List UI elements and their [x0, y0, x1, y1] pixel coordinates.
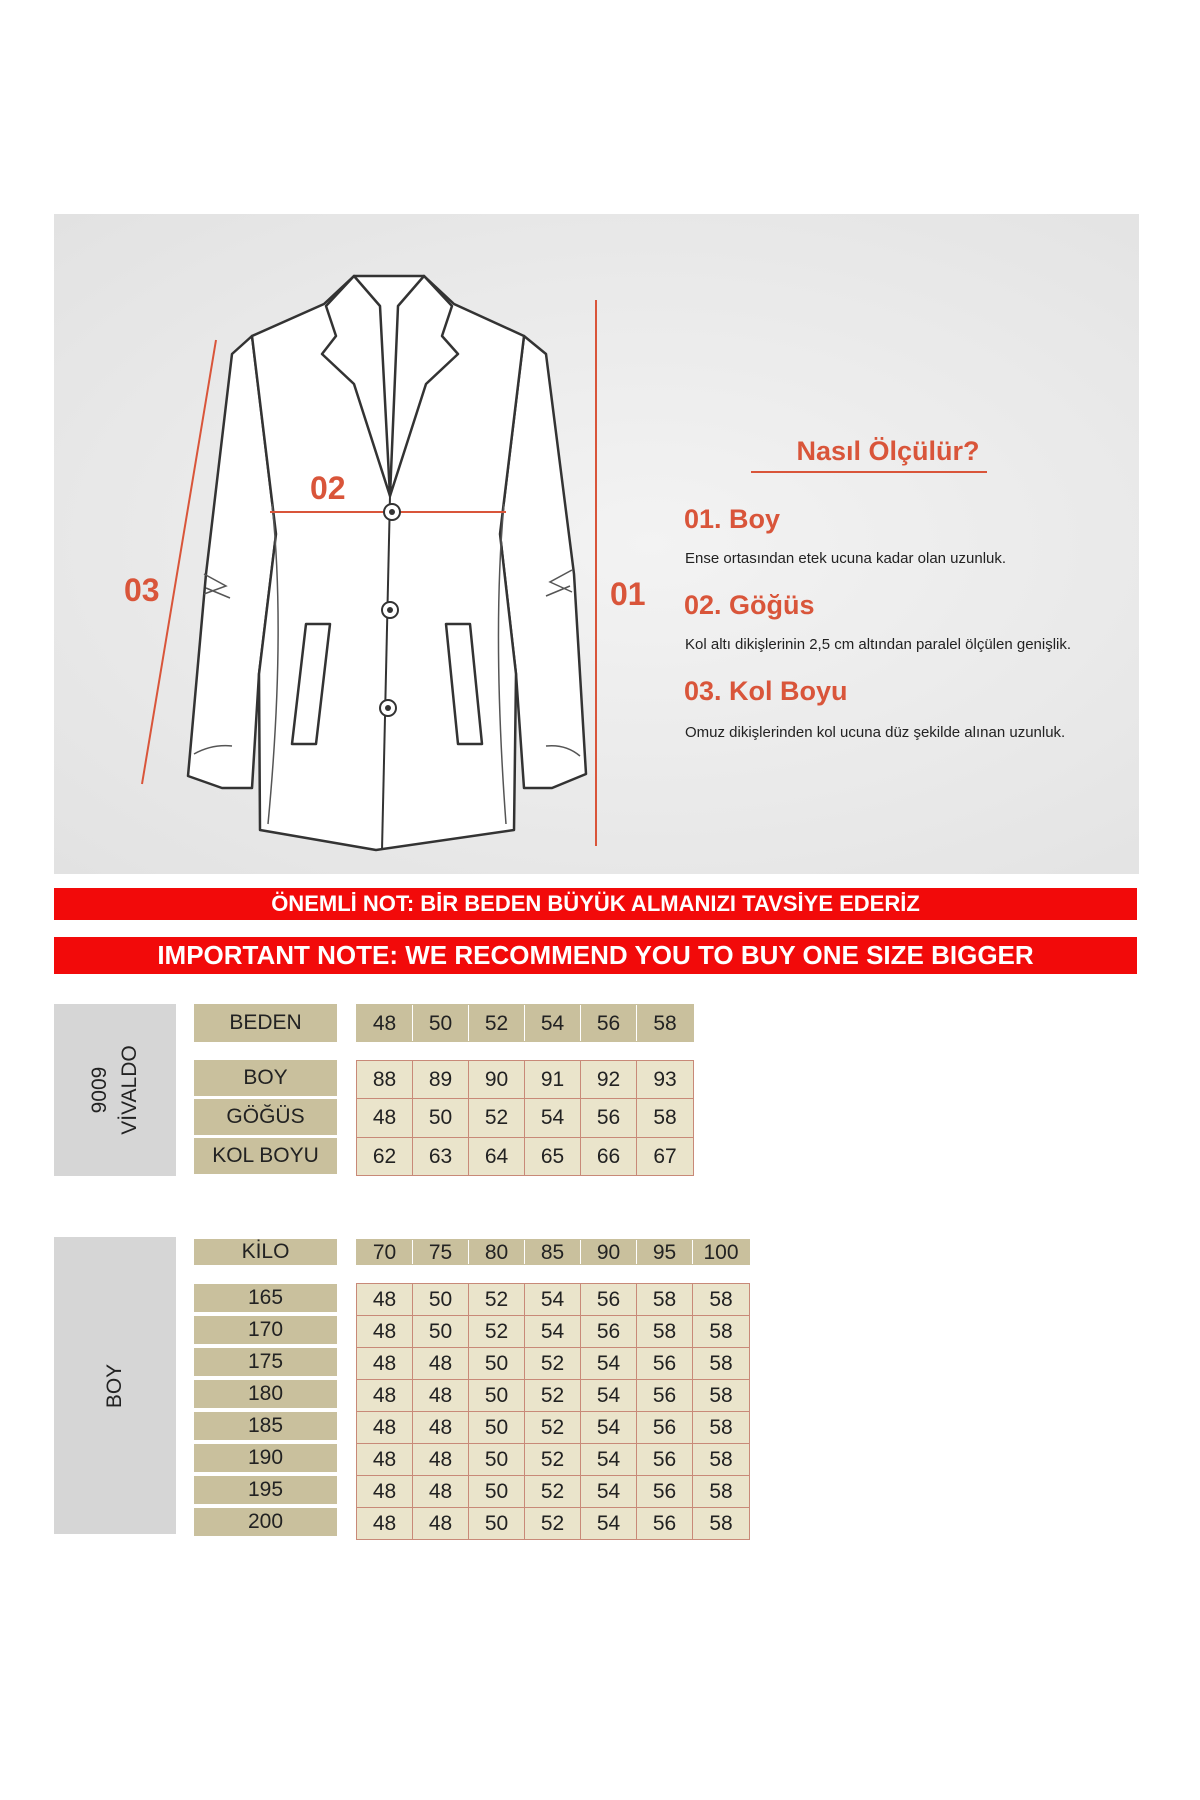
measurement-diagram — [54, 214, 1139, 874]
label-01: 01 — [610, 576, 646, 612]
fit-cell: 52 — [525, 1444, 581, 1475]
size-cell: 67 — [653, 1145, 677, 1168]
size-cell: 48 — [357, 1099, 413, 1137]
fit-cell: 48 — [413, 1412, 469, 1443]
fit-cell: 48 — [413, 1348, 469, 1379]
measure-desc-3: Omuz dikişlerinden kol ucuna düz şekilde alınan uzunluk. — [685, 724, 1066, 741]
size-header-cell: 54 — [525, 1005, 581, 1041]
height-axis-label: BOY — [103, 1363, 126, 1408]
model-code: 9009 — [88, 1066, 111, 1114]
fit-cell: 48 — [357, 1348, 413, 1379]
fit-cell: 48 — [357, 1444, 413, 1475]
size-cell: 66 — [581, 1138, 637, 1175]
fit-cell: 50 — [413, 1316, 469, 1347]
fit-cell: 50 — [413, 1284, 469, 1315]
fit-cell: 58 — [709, 1384, 733, 1407]
height-row-label: 200 — [194, 1508, 337, 1536]
fit-cell: 52 — [525, 1380, 581, 1411]
fit-cell: 54 — [581, 1444, 637, 1475]
fit-cell: 50 — [469, 1444, 525, 1475]
fit-row — [356, 1315, 750, 1348]
weight-header-cell: 80 — [469, 1240, 525, 1264]
fit-cell: 54 — [581, 1476, 637, 1507]
size-row — [356, 1060, 694, 1099]
size-cell: 89 — [413, 1061, 469, 1098]
fit-cell: 54 — [581, 1412, 637, 1443]
fit-cell: 58 — [637, 1284, 693, 1315]
fit-cell: 58 — [709, 1352, 733, 1375]
fit-cell: 54 — [581, 1380, 637, 1411]
size-header-cell: 48 — [357, 1005, 413, 1041]
weight-header-cell: 70 — [357, 1240, 413, 1264]
size-header-cell: 50 — [413, 1005, 469, 1041]
fit-header-row — [356, 1239, 750, 1265]
important-note-tr: ÖNEMLİ NOT: BİR BEDEN BÜYÜK ALMANIZI TAVSİYE EDERİZ — [54, 888, 1137, 920]
label-02: 02 — [310, 470, 346, 506]
size-cell: 90 — [469, 1061, 525, 1098]
size-header-row — [356, 1004, 694, 1042]
fit-cell: 48 — [357, 1412, 413, 1443]
fit-cell: 48 — [413, 1508, 469, 1539]
model-name: VİVALDO — [118, 1045, 141, 1135]
fit-cell: 58 — [637, 1316, 693, 1347]
fit-cell: 52 — [525, 1348, 581, 1379]
fit-cell: 56 — [637, 1444, 693, 1475]
size-cell: 54 — [525, 1099, 581, 1137]
size-cell: 64 — [469, 1138, 525, 1175]
fit-cell: 56 — [637, 1380, 693, 1411]
size-cell: 62 — [357, 1138, 413, 1175]
fit-cell: 52 — [525, 1412, 581, 1443]
fit-row — [356, 1443, 750, 1476]
size-row-label: KOL BOYU — [194, 1138, 337, 1174]
size-row-label: BOY — [194, 1060, 337, 1096]
fit-row — [356, 1347, 750, 1380]
fit-cell: 52 — [469, 1316, 525, 1347]
size-header-cell: 56 — [581, 1005, 637, 1041]
weight-header-cell: 90 — [581, 1240, 637, 1264]
fit-cell: 56 — [637, 1412, 693, 1443]
height-row-label: 165 — [194, 1284, 337, 1312]
weight-header-cell: 85 — [525, 1240, 581, 1264]
size-header-label: BEDEN — [194, 1004, 337, 1042]
fit-cell: 48 — [357, 1316, 413, 1347]
measure-desc-2: Kol altı dikişlerinin 2,5 cm altından paralel ölçülen genişlik. — [685, 636, 1072, 653]
fit-cell: 48 — [413, 1476, 469, 1507]
height-row-label: 195 — [194, 1476, 337, 1504]
size-cell: 50 — [413, 1099, 469, 1137]
fit-cell: 58 — [709, 1320, 733, 1343]
measure-title-2: 02. Göğüs — [684, 590, 815, 620]
fit-cell: 50 — [469, 1412, 525, 1443]
fit-cell: 54 — [525, 1316, 581, 1347]
weight-header-cell: 100 — [703, 1241, 739, 1264]
fit-cell: 56 — [637, 1508, 693, 1539]
fit-cell: 48 — [357, 1476, 413, 1507]
size-cell: 91 — [525, 1061, 581, 1098]
size-cell: 56 — [581, 1099, 637, 1137]
weight-header-cell: 75 — [413, 1240, 469, 1264]
fit-row — [356, 1475, 750, 1508]
fit-table-side-label — [54, 1237, 176, 1534]
fit-cell: 52 — [469, 1284, 525, 1315]
fit-cell: 50 — [469, 1380, 525, 1411]
fit-cell: 48 — [357, 1380, 413, 1411]
fit-cell: 56 — [637, 1476, 693, 1507]
fit-cell: 48 — [357, 1284, 413, 1315]
fit-cell: 48 — [413, 1380, 469, 1411]
fit-cell: 56 — [637, 1348, 693, 1379]
size-header-cell: 52 — [469, 1005, 525, 1041]
important-note-en: IMPORTANT NOTE: WE RECOMMEND YOU TO BUY ONE SIZE BIGGER — [54, 937, 1137, 974]
height-row-label: 190 — [194, 1444, 337, 1472]
size-cell: 52 — [469, 1099, 525, 1137]
size-row-label: GÖĞÜS — [194, 1099, 337, 1135]
title-underline — [751, 471, 987, 473]
fit-row — [356, 1379, 750, 1412]
how-to-measure-title: Nasıl Ölçülür? — [796, 436, 980, 466]
fit-row — [356, 1283, 750, 1316]
fit-row — [356, 1411, 750, 1444]
height-row-label: 180 — [194, 1380, 337, 1408]
fit-cell: 52 — [525, 1508, 581, 1539]
measure-desc-1: Ense ortasından etek ucuna kadar olan uzunluk. — [685, 550, 1007, 567]
fit-cell: 58 — [709, 1480, 733, 1503]
height-row-label: 175 — [194, 1348, 337, 1376]
measure-title-3: 03. Kol Boyu — [684, 676, 848, 706]
fit-cell: 54 — [581, 1348, 637, 1379]
size-cell: 58 — [653, 1106, 677, 1129]
height-row-label: 170 — [194, 1316, 337, 1344]
size-header-cell: 58 — [653, 1012, 677, 1035]
fit-cell: 50 — [469, 1348, 525, 1379]
height-row-label: 185 — [194, 1412, 337, 1440]
fit-cell: 58 — [709, 1288, 733, 1311]
weight-header-cell: 95 — [637, 1240, 693, 1264]
fit-cell: 58 — [709, 1416, 733, 1439]
size-row — [356, 1098, 694, 1138]
fit-cell: 50 — [469, 1476, 525, 1507]
size-table-side-label — [54, 1004, 176, 1176]
fit-header-label: KİLO — [194, 1239, 337, 1265]
size-cell: 65 — [525, 1138, 581, 1175]
fit-cell: 48 — [357, 1508, 413, 1539]
size-cell: 93 — [653, 1068, 677, 1091]
fit-cell: 58 — [709, 1512, 733, 1535]
measure-title-1: 01. Boy — [684, 504, 781, 534]
fit-cell: 52 — [525, 1476, 581, 1507]
size-cell: 92 — [581, 1061, 637, 1098]
size-cell: 88 — [357, 1061, 413, 1098]
coat-drawing — [54, 214, 1139, 874]
fit-row — [356, 1507, 750, 1540]
fit-cell: 48 — [413, 1444, 469, 1475]
fit-cell: 50 — [469, 1508, 525, 1539]
label-03: 03 — [124, 572, 160, 608]
fit-cell: 56 — [581, 1284, 637, 1315]
fit-cell: 56 — [581, 1316, 637, 1347]
fit-cell: 54 — [525, 1284, 581, 1315]
size-row — [356, 1137, 694, 1176]
fit-cell: 54 — [581, 1508, 637, 1539]
size-cell: 63 — [413, 1138, 469, 1175]
fit-cell: 58 — [709, 1448, 733, 1471]
